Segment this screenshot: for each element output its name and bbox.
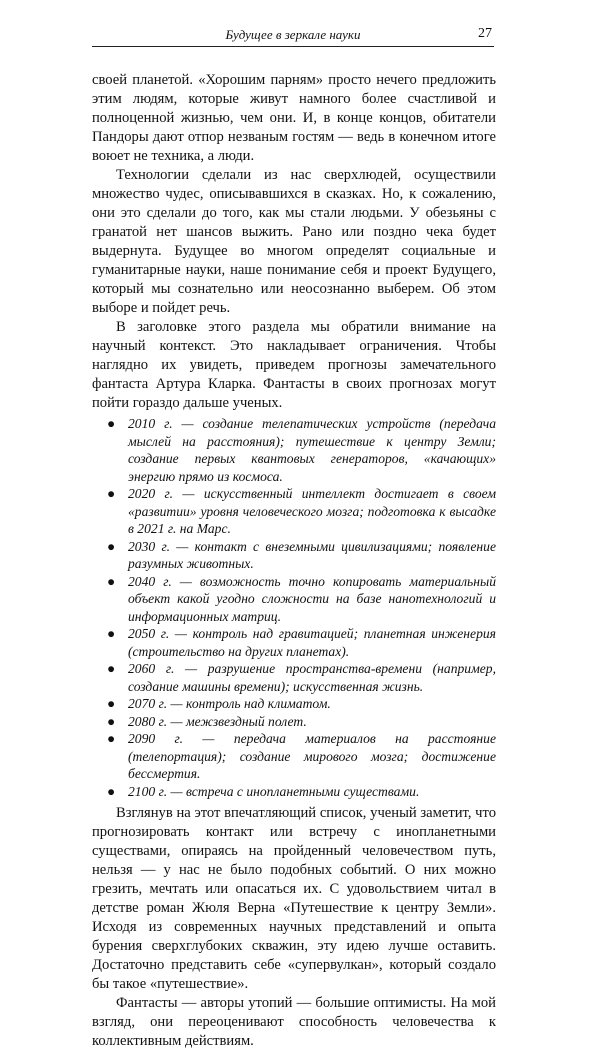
bullet-icon: ● xyxy=(107,713,116,729)
forecast-item xyxy=(92,713,496,731)
bullet-icon: ● xyxy=(107,538,116,554)
forecast-text: 2090 г. — передача материалов на расстояние (телепортация); создание мирового мозга; достижение бессмертия. xyxy=(128,731,496,781)
page-number: 27 xyxy=(478,26,492,41)
forecast-item xyxy=(92,783,496,801)
forecast-item xyxy=(92,695,496,713)
bullet-icon: ● xyxy=(107,486,116,501)
forecast-item xyxy=(92,485,496,538)
paragraph-continued: своей планетой. «Хорошим парням» просто нечего предложить этим людям, которые живут намного более счастливой и полноценной жизнью, чем они. И, в конце концов, обитатели Пандоры дают отпор незваным гостям — ведь в конечном итоге воюет не техника, а люди. xyxy=(92,72,496,164)
paragraph-technologies: Технологии сделали из нас сверхлюдей, осуществили множество чудес, описывавшихся в сказках. Но, к сожалению, они это сделали до того, как мы стали людьми. У обезьяны с гранатой нет шансов выжить. Рано или поздно чека будет выдернута. Будущее во многом определят социальные и гуманитарные науки, наше понимание себя и проект Будущего, который мы сознательно или неосознанно выберем. Об этом выборе и пойдет речь. xyxy=(92,167,496,316)
body-text xyxy=(92,71,496,1051)
bullet-icon: ● xyxy=(107,696,116,711)
forecast-item xyxy=(92,415,496,485)
paragraph-optimists: Фантасты — авторы утопий — большие оптимисты. На мой взгляд, они переоценивают способность человечества к коллективным действиям. xyxy=(92,995,496,1049)
forecast-text: 2020 г. — искусственный интеллект достигает в своем «развитии» уровня человеческого мозга; подготовка к высадке в 2021 г. на Марс. xyxy=(128,486,496,536)
forecast-item xyxy=(92,730,496,783)
bullet-icon: ● xyxy=(107,661,116,676)
chapter-title: Будущее в зеркале науки xyxy=(225,27,361,42)
forecast-text: 2100 г. — встреча с инопланетными существами. xyxy=(128,783,420,799)
forecast-text: 2080 г. — межзвездный полет. xyxy=(128,713,307,729)
forecast-item xyxy=(92,573,496,626)
forecast-text: 2040 г. — возможность точно копировать материальный объект какой угодно сложности на базе нанотехнологий и информационных матриц. xyxy=(128,573,496,624)
bullet-icon: ● xyxy=(107,416,116,431)
bullet-icon: ● xyxy=(107,573,116,589)
running-header xyxy=(92,24,494,47)
forecast-item xyxy=(92,625,496,660)
paragraph-scientist-view: Взглянув на этот впечатляющий список, ученый заметит, что прогнозировать контакт или встречу с инопланетными существами, опираясь на пройденный человечеством путь, нельзя — у нас не было подобных событий. О них можно грезить, мечтать или опасаться их. С удовольствием читал в детстве роман Жюля Верна «Путешествие к центру Земли». Исходя из современных научных представлений и опыта бурения сверхглубоких скважин, эту идею лучше оставить. Достаточно представить себе «супервулкан», который создало бы такое «путешествие». xyxy=(92,805,496,992)
forecast-item xyxy=(92,660,496,695)
forecast-list xyxy=(92,415,496,800)
forecast-text: 2070 г. — контроль над климатом. xyxy=(128,696,331,711)
bullet-icon: ● xyxy=(107,626,116,641)
forecast-text: 2050 г. — контроль над гравитацией; планетная инженерия (строительство на других планетах). xyxy=(128,626,496,659)
forecast-item xyxy=(92,538,496,573)
bullet-icon: ● xyxy=(107,783,116,799)
bullet-icon: ● xyxy=(107,731,116,746)
forecast-text: 2010 г. — создание телепатических устройств (передача мыслей на расстояния); путешествие к центру Земли; создание первых квантовых генераторов, «качающих» энергию прямо из космоса. xyxy=(128,416,496,484)
paragraph-clarke-intro: В заголовке этого раздела мы обратили внимание на научный контекст. Это накладывает ограничения. Чтобы наглядно их увидеть, приведем прогнозы замечательного фантаста Артура Кларка. Фантасты в своих прогнозах могут пойти гораздо дальше ученых. xyxy=(92,319,496,411)
forecast-text: 2030 г. — контакт с внеземными цивилизациями; появление разумных животных. xyxy=(128,538,496,571)
forecast-text: 2060 г. — разрушение пространства-времени (например, создание машины времени); искусственная жизнь. xyxy=(128,661,496,694)
